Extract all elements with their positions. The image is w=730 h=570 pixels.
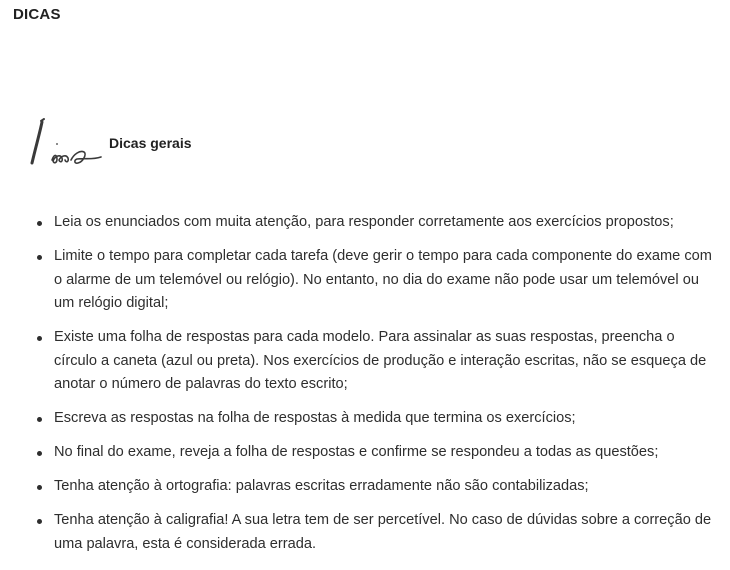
- list-item: Limite o tempo para completar cada tarefa (deve gerir o tempo para cada componente do exame com o alarme de um telemóvel ou relógio). No entanto, no dia do exame não pode usar um telemóvel ou um relógio digital;: [36, 245, 716, 316]
- list-item: Tenha atenção à ortografia: palavras escritas erradamente não são contabilizadas;: [36, 475, 716, 499]
- list-item: Tenha atenção à caligrafia! A sua letra tem de ser percetível. No caso de dúvidas sobre a correção de uma palavra, esta é considerada errada.: [36, 509, 716, 556]
- section-header: [24, 116, 324, 176]
- list-item: Existe uma folha de respostas para cada modelo. Para assinalar as suas respostas, preencha o círculo a caneta (azul ou preta). Nos exercícios de produção e interação escritas, não se esqueça de anotar o número de palavras do texto escrito;: [36, 326, 716, 397]
- handwriting-icon: [24, 116, 108, 176]
- tips-list: [36, 211, 716, 567]
- page-title: DICAS: [13, 6, 61, 23]
- list-item: Leia os enunciados com muita atenção, para responder corretamente aos exercícios propostos;: [36, 211, 716, 235]
- list-item: Escreva as respostas na folha de respostas à medida que termina os exercícios;: [36, 407, 716, 431]
- section-title: Dicas gerais: [109, 135, 192, 151]
- list-item: No final do exame, reveja a folha de respostas e confirme se respondeu a todas as questões;: [36, 441, 716, 465]
